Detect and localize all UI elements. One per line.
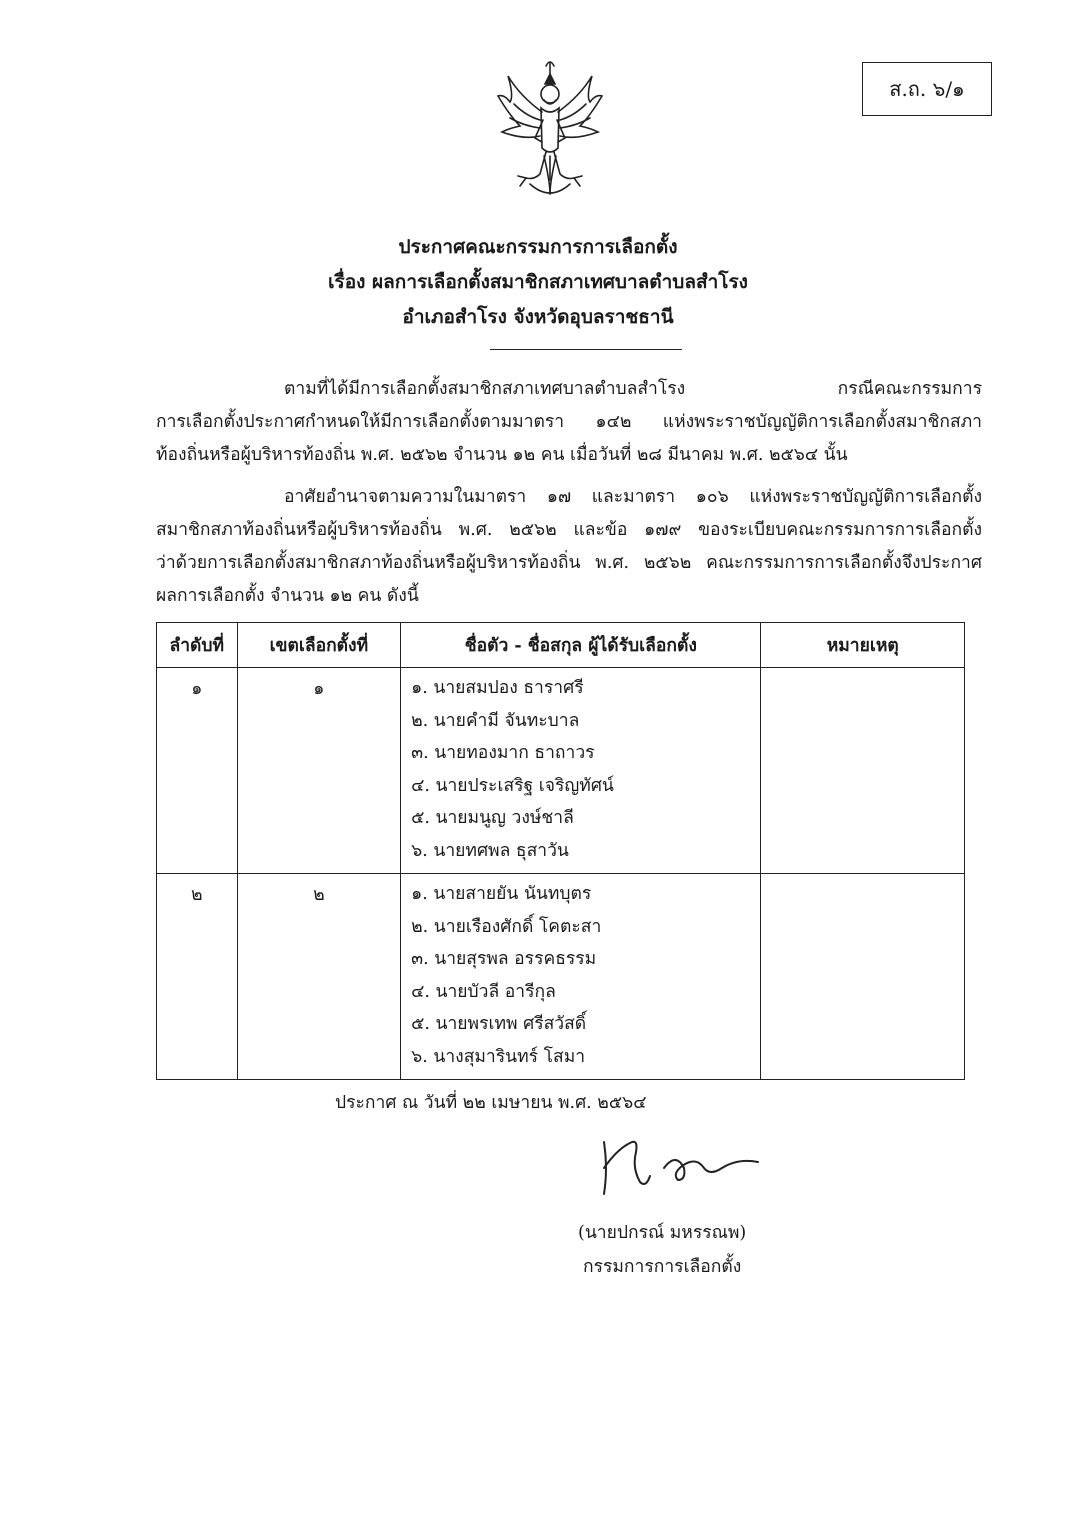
announcement-date: ประกาศ ณ วันที่ ๒๒ เมษายน พ.ศ. ๒๕๖๔ [335,1093,647,1113]
paragraph-1-line-2: การเลือกตั้งประกาศกำหนดให้มีการเลือกตั้งตามมาตรา ๑๔๒ แห่งพระราชบัญญัติการเลือกตั้งสมาชิกสภา [156,412,982,432]
list-item: ๑. นายสายยัน นันทบุตร [411,884,592,904]
table-row [157,668,965,874]
list-item: ๔. นายบัวลี อารีกุล [411,981,556,1002]
cell-names [401,668,761,874]
table-row [157,874,965,1080]
list-item: ๓. นายสุรพล อรรคธรรม [411,949,597,969]
header-elected-name: ชื่อตัว - ชื่อสกุล ผู้ได้รับเลือกตั้ง [401,623,761,668]
header-order: ลำดับที่ [157,623,238,668]
paragraph-2-line-3: ว่าด้วยการเลือกตั้งสมาชิกสภาท้องถิ่นหรือผู้บริหารท้องถิ่น พ.ศ. ๒๕๖๒ คณะกรรมการการเลือกตั้งจึงประกาศ [156,553,982,573]
cell-note [761,874,965,1080]
form-code: ส.ถ. ๖/๑ [889,77,965,101]
signature-icon [592,1128,762,1200]
title-line-2: เรื่อง ผลการเลือกตั้งสมาชิกสภาเทศบาลตำบลสำโรง [328,271,748,293]
paragraph-1-line-1: ตามที่ได้มีการเลือกตั้งสมาชิกสภาเทศบาลตำบลสำโรง กรณีคณะกรรมการ [284,379,982,399]
cell-order: ๑ [157,668,238,874]
paragraph-2-line-1: อาศัยอำนาจตามความในมาตรา ๑๗ และมาตรา ๑๐๖ แห่งพระราชบัญญัติการเลือกตั้ง [284,487,982,507]
paragraph-1-line-3: ท้องถิ่นหรือผู้บริหารท้องถิ่น พ.ศ. ๒๕๖๒ จำนวน ๑๒ คน เมื่อวันที่ ๒๘ มีนาคม พ.ศ. ๒๕๖๔ นั้น [156,445,848,465]
table-header-row [157,623,965,668]
paragraph-2 [156,481,982,613]
header-remarks: หมายเหตุ [761,623,965,668]
signer-name: (นายปกรณ์ มหรรณพ) [578,1223,747,1243]
list-item: ๒. นายเรืองศักดิ์ โคตะสา [411,916,602,937]
form-code-box [862,62,992,116]
list-item: ๖. นางสุมารินทร์ โสมา [411,1046,586,1067]
list-item: ๓. นายทองมาก ธาถาวร [411,743,595,763]
cell-district: ๑ [237,668,401,874]
title-line-1: ประกาศคณะกรรมการการเลือกตั้ง [398,236,678,258]
title-line-3: อำเภอสำโรง จังหวัดอุบลราชธานี [402,306,674,328]
list-item: ๒. นายคำมี จันทะบาล [411,710,580,731]
paragraph-1 [156,373,982,472]
header-district: เขตเลือกตั้งที่ [237,623,401,668]
cell-district: ๒ [237,874,401,1080]
paragraph-2-line-2: สมาชิกสภาท้องถิ่นหรือผู้บริหารท้องถิ่น พ.ศ. ๒๕๖๒ และข้อ ๑๗๙ ของระเบียบคณะกรรมการการเลือกตั้ง [156,520,982,540]
garuda-emblem-icon [490,56,610,206]
list-item: ๑. นายสมปอง ธาราศรี [411,678,584,698]
title-divider [490,349,682,350]
cell-names [401,874,761,1080]
list-item: ๔. นายประเสริฐ เจริญทัศน์ [411,775,614,796]
list-item: ๖. นายทศพล ธุสาวัน [411,840,569,861]
list-item: ๕. นายพรเทพ ศรีสวัสดิ์ [411,1014,587,1034]
paragraph-2-line-4: ผลการเลือกตั้ง จำนวน ๑๒ คน ดังนี้ [156,586,419,606]
cell-note [761,668,965,874]
election-results-table [156,622,965,1080]
list-item: ๕. นายมนูญ วงษ์ชาลี [411,808,574,828]
signer-position: กรรมการการเลือกตั้ง [583,1257,742,1277]
cell-order: ๒ [157,874,238,1080]
